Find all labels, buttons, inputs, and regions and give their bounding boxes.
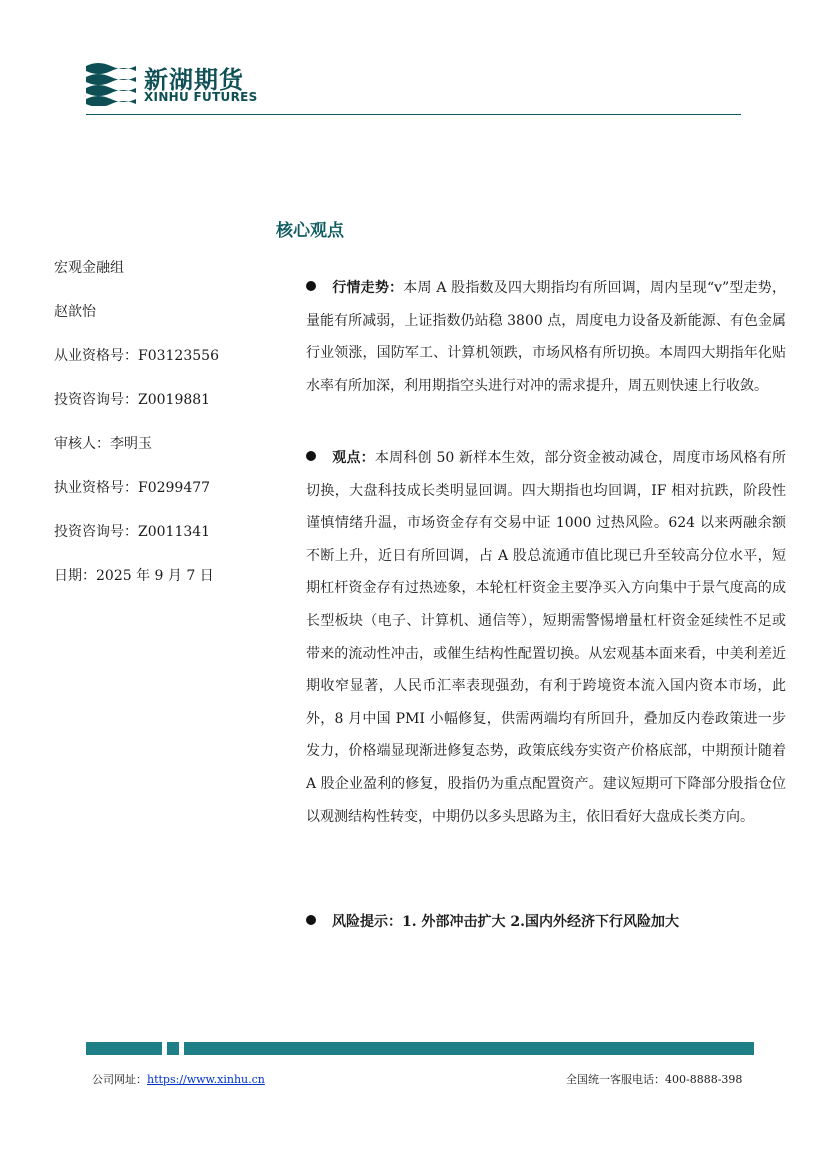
view-paragraph: [306, 442, 786, 833]
reviewer: 审核人：李明玉: [54, 436, 152, 452]
website-link[interactable]: https://www.xinhu.cn: [147, 1073, 265, 1086]
author-name: 赵歆怡: [54, 304, 96, 320]
bullet-icon: [306, 281, 316, 291]
reviewer-consulting-number: 投资咨询号：Z0011341: [54, 524, 211, 540]
market-trend-label: 行情走势：: [332, 280, 404, 296]
consulting-number: 投资咨询号：Z0019881: [54, 392, 211, 408]
market-trend-paragraph: [306, 272, 786, 402]
header-divider: [86, 114, 741, 115]
risk-paragraph: [306, 906, 679, 939]
view-label: 观点：: [332, 450, 375, 466]
report-date: 日期：2025 年 9 月 7 日: [54, 568, 214, 584]
view-text: 本周科创 50 新样本生效，部分资金被动减仓，周度市场风格有所切换，大盘科技成长类明显回调。四大期指也均回调，IF 相对抗跌，阶段性谨慎情绪升温，市场资金存有交易中证 1000 过热风险。624 以来两融余额不断上升，近日有所回调，占 A 股总流通市值比现已升至较高分位水平，短期杠杆资金存有过热迹象，本轮杠杆资金主要净买入方向集中于景气度高的成长型板块（电子、计算机、通信等），短期需警惕增量杠杆资金延续性不足或带来的流动性冲击，或催生结构性配置切换。从宏观基本面来看，中美利差近期收窄显著，人民币汇率表现强劲，有利于跨境资本流入国内资本市场，此外，8 月中国 PMI 小幅修复，供需两端均有所回升，叠加反内卷政策进一步发力，价格端显现渐进修复态势，政策底线夯实资产价格底部，中期预计随着 A 股企业盈利的修复，股指仍为重点配置资产。建议短期可下降部分股指仓位以观测结构性转变，中期仍以多头思路为主，依旧看好大盘成长类方向。: [306, 450, 787, 825]
logo-name-en: XINHU FUTURES: [144, 90, 258, 104]
reviewer-qualification: 执业资格号：F0299477: [54, 480, 211, 496]
footer-hotline: 全国统一客服电话：400-8888-398: [566, 1073, 743, 1086]
footer-website: [92, 1071, 265, 1087]
footer-decoration: [86, 1042, 754, 1055]
group-name: 宏观金融组: [54, 260, 124, 276]
company-logo: [86, 58, 266, 108]
bullet-icon: [306, 915, 316, 925]
section-title: 核心观点: [276, 221, 344, 241]
bullet-icon: [306, 451, 316, 461]
website-label: 公司网址：: [92, 1073, 147, 1086]
logo-name-cn: 新湖期货: [144, 66, 244, 94]
market-trend-text: 本周 A 股指数及四大期指均有所回调，周内呈现“v”型走势，量能有所减弱，上证指数仍站稳 3800 点，周度电力设备及新能源、有色金属行业领涨，国防军工、计算机领跌，市场风格有所切换。本周四大期指年化贴水率有所加深，利用期指空头进行对冲的需求提升，周五则快速上行收敛。: [306, 280, 787, 394]
risk-text: 风险提示：1. 外部冲击扩大 2.国内外经济下行风险加大: [332, 914, 679, 930]
qualification-number: 从业资格号：F03123556: [54, 348, 219, 364]
author-info: [54, 258, 274, 610]
xinhu-wave-logo-icon: [86, 60, 136, 106]
